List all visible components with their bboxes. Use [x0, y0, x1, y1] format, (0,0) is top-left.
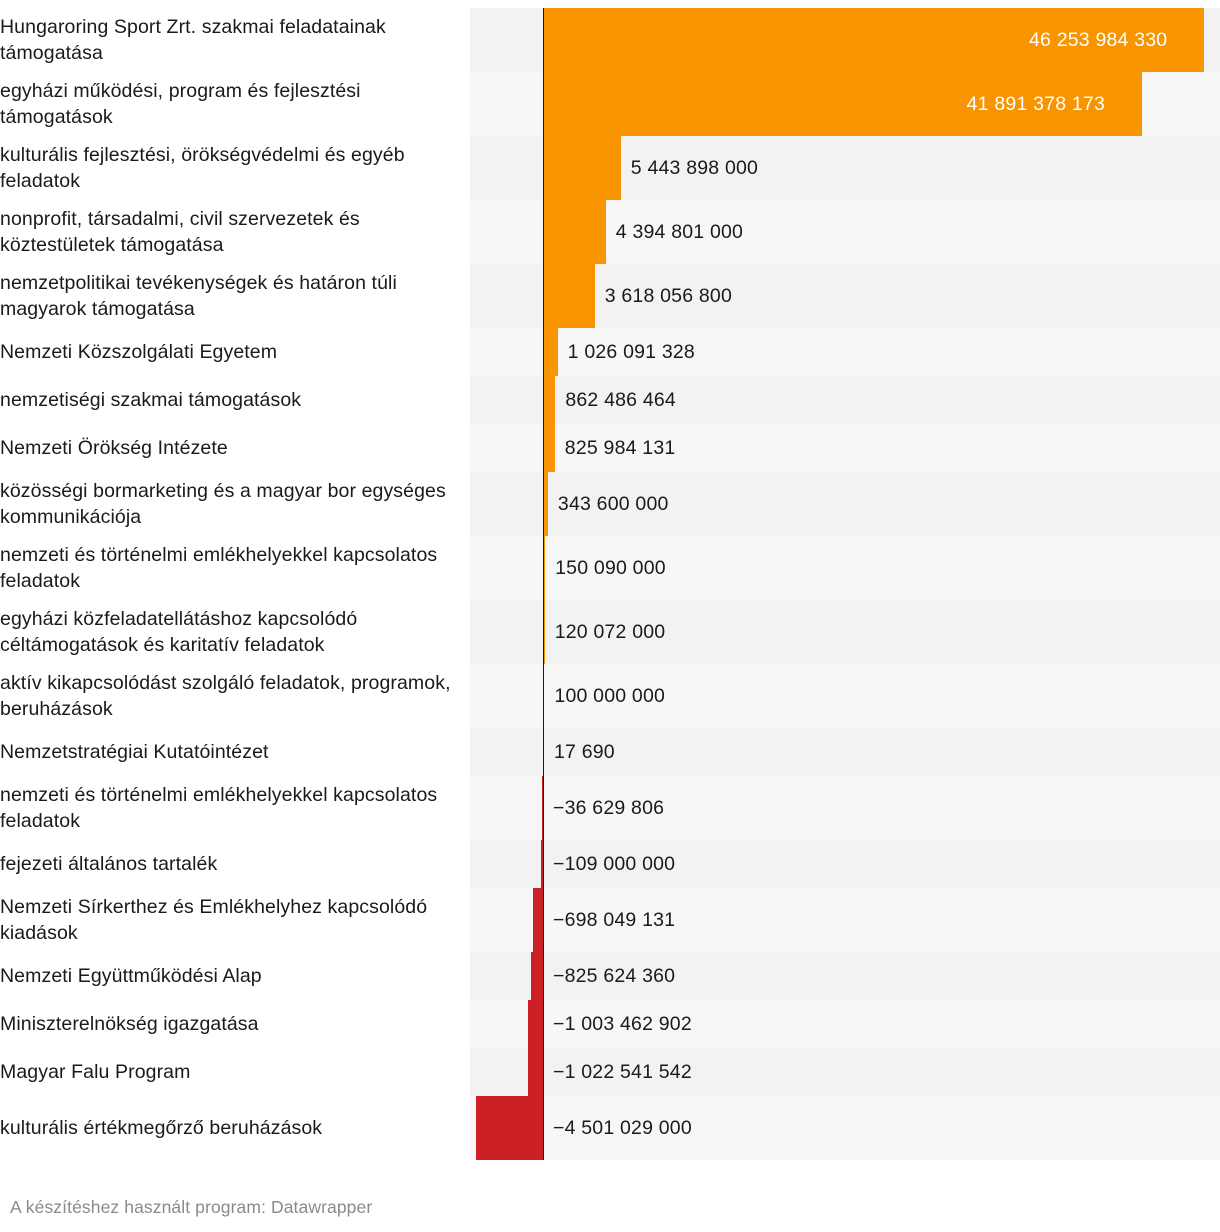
- bar-segment: [543, 264, 595, 328]
- bar-segment: [528, 1000, 543, 1048]
- bar-value-label: −109 000 000: [553, 853, 676, 875]
- bar-segment: [543, 200, 606, 264]
- bar-segment: [543, 376, 555, 424]
- row-bar-track: [470, 8, 1220, 72]
- table-row: [0, 8, 1220, 72]
- table-row: [0, 728, 1220, 776]
- bar-value-label: 150 090 000: [555, 557, 666, 579]
- row-bar-track: [470, 136, 1220, 200]
- bar-segment: [543, 328, 558, 376]
- row-category-label: Nemzeti Együttműködési Alap: [0, 965, 262, 987]
- row-bar-track: [470, 200, 1220, 264]
- row-category-label: egyházi működési, program és fejlesztési támogatások: [0, 80, 361, 128]
- row-category-label: Nemzeti Örökség Intézete: [0, 437, 228, 459]
- bar-value-label: 4 394 801 000: [615, 221, 744, 243]
- row-bar-track: [470, 664, 1220, 728]
- row-category-label: kulturális értékmegőrző beruházások: [0, 1117, 323, 1139]
- row-bar-track: [470, 1048, 1220, 1096]
- bar-value-label: −698 049 131: [553, 909, 676, 931]
- row-bar-track: [470, 728, 1220, 776]
- bar-value-label: 1 026 091 328: [567, 341, 695, 363]
- bar-segment: [476, 1096, 543, 1160]
- row-bar-track: [470, 600, 1220, 664]
- row-category-label: közösségi bormarketing és a magyar bor egységes kommunikációja: [0, 480, 446, 528]
- table-row: [0, 136, 1220, 200]
- row-bar-track: [470, 328, 1220, 376]
- table-row: [0, 776, 1220, 840]
- row-category-label: nemzetiségi szakmai támogatások: [0, 389, 302, 411]
- row-bar-track: [470, 536, 1220, 600]
- bar-value-label: 5 443 898 000: [630, 157, 759, 179]
- bar-value-label: 120 072 000: [554, 621, 666, 643]
- row-category-label: nonprofit, társadalmi, civil szervezetek és köztestületek támogatása: [0, 208, 360, 256]
- bar-value-label: 100 000 000: [554, 685, 666, 707]
- row-category-label: Nemzetstratégiai Kutatóintézet: [0, 741, 269, 763]
- bar-value-label: −4 501 029 000: [553, 1117, 692, 1139]
- bar-segment: [543, 424, 555, 472]
- row-bar-track: [470, 376, 1220, 424]
- bar-value-label: −1 022 541 542: [553, 1061, 692, 1083]
- table-row: [0, 600, 1220, 664]
- table-row: [0, 424, 1220, 472]
- table-row: [0, 1096, 1220, 1160]
- row-bar-track: [470, 952, 1220, 1000]
- row-category-label: Hungaroring Sport Zrt. szakmai feladatainak támogatása: [0, 16, 386, 64]
- bar-value-label: 825 984 131: [564, 437, 676, 459]
- table-row: [0, 264, 1220, 328]
- bar-value-label: 41 891 378 173: [966, 93, 1105, 115]
- table-row: [0, 376, 1220, 424]
- row-category-label: kulturális fejlesztési, örökségvédelmi és egyéb feladatok: [0, 144, 405, 192]
- row-bar-track: [470, 888, 1220, 952]
- table-row: [0, 328, 1220, 376]
- row-bar-track: [470, 424, 1220, 472]
- chart-credit: A készítéshez használt program: Datawrapper: [10, 1197, 373, 1217]
- row-category-label: nemzeti és történelmi emlékhelyekkel kapcsolatos feladatok: [0, 544, 438, 592]
- row-category-label: aktív kikapcsolódást szolgáló feladatok, programok, beruházások: [0, 672, 451, 720]
- row-bar-track: [470, 840, 1220, 888]
- table-row: [0, 1048, 1220, 1096]
- bar-value-label: −1 003 462 902: [553, 1013, 692, 1035]
- row-bar-track: [470, 472, 1220, 536]
- table-row: [0, 840, 1220, 888]
- table-row: [0, 1000, 1220, 1048]
- row-category-label: nemzeti és történelmi emlékhelyekkel kapcsolatos feladatok: [0, 784, 438, 832]
- row-category-label: Magyar Falu Program: [0, 1061, 191, 1083]
- row-bar-track: [470, 1096, 1220, 1160]
- bar-segment: [528, 1048, 543, 1096]
- table-row: [0, 536, 1220, 600]
- row-category-label: Nemzeti Sírkerthez és Emlékhelyhez kapcsolódó kiadások: [0, 896, 428, 944]
- bar-value-label: −825 624 360: [553, 965, 676, 987]
- bar-segment: [543, 136, 621, 200]
- bar-value-label: −36 629 806: [553, 797, 665, 819]
- row-bar-track: [470, 264, 1220, 328]
- row-bar-track: [470, 776, 1220, 840]
- bar-value-label: 3 618 056 800: [604, 285, 733, 307]
- table-row: [0, 888, 1220, 952]
- row-category-label: Nemzeti Közszolgálati Egyetem: [0, 341, 278, 363]
- zero-axis-line: [543, 8, 544, 1160]
- table-row: [0, 472, 1220, 536]
- bar-value-label: 17 690: [554, 741, 615, 763]
- chart-rows: [0, 8, 1220, 1160]
- row-category-label: egyházi közfeladatellátáshoz kapcsolódó céltámogatások és karitatív feladatok: [0, 608, 358, 656]
- bar-segment: [531, 952, 543, 1000]
- row-category-label: nemzetpolitikai tevékenységek és határon túli magyarok támogatása: [0, 272, 397, 320]
- table-row: [0, 200, 1220, 264]
- bar-segment: [533, 888, 543, 952]
- row-category-label: fejezeti általános tartalék: [0, 853, 218, 875]
- row-category-label: Miniszterelnökség igazgatása: [0, 1013, 259, 1035]
- bar-value-label: 343 600 000: [557, 493, 669, 515]
- row-bar-track: [470, 72, 1220, 136]
- row-bar-track: [470, 1000, 1220, 1048]
- table-row: [0, 952, 1220, 1000]
- bar-value-label: 862 486 464: [565, 389, 676, 411]
- table-row: [0, 664, 1220, 728]
- table-row: [0, 72, 1220, 136]
- bar-value-label: 46 253 984 330: [1029, 29, 1168, 51]
